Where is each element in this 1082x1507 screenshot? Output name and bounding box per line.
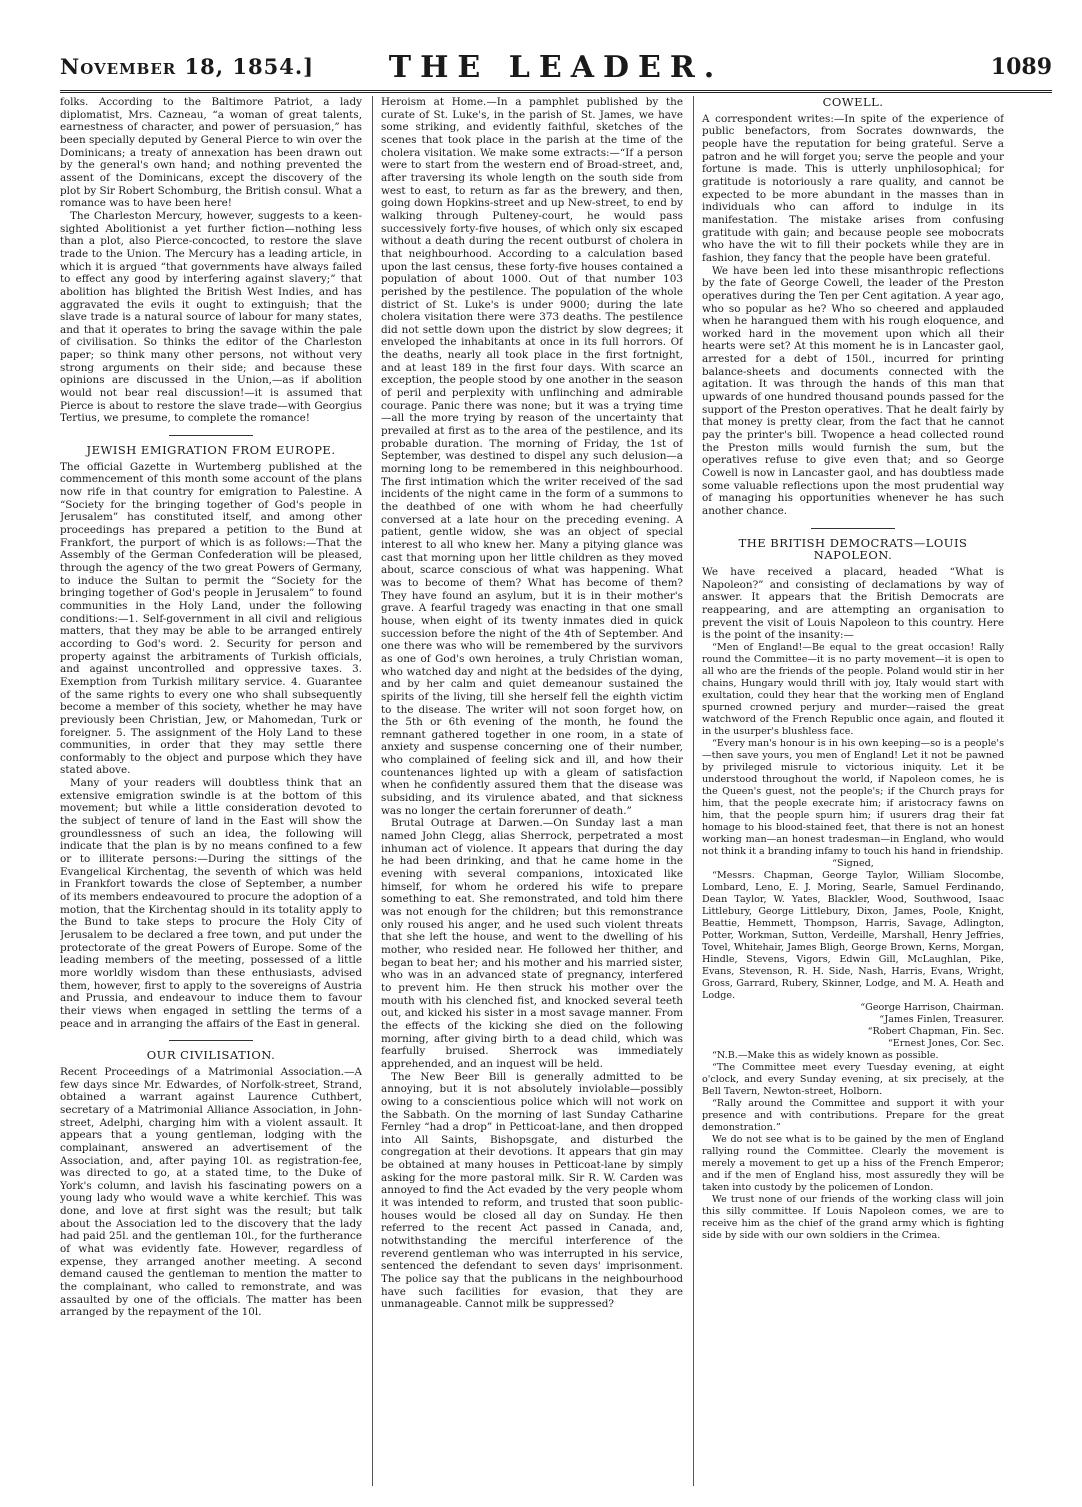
signatory: “Ernest Jones, Cor. Sec. <box>887 1037 1004 1049</box>
article-paragraph: The New Beer Bill is generally admitted to be annoying, but it is not absolutely inviolable—possibly owing to a conscientious police which will not work on the Sabbath. On the morning of last Sunday Catharine Fernley “had a drop” in Petticoat-lane, and then dropped into All Saints, Bishopsgate, and disturbed the congregation at their devotions. It appears that gin may be obtained at many houses in Petticoat-lane by simply asking for the more pastoral milk. Sir R. W. Carden was annoyed to find the Act evaded by the very people whom it was intended to reform, and trusted that soon public-houses would be closed all day on Sunday. He then referred to the recent Act passed in Canada, and, notwithstanding the merciful interference of the reverend gentleman who was interrupted in his service, sentenced the defendant to seven days' imprisonment. The police say that the publicans in the neighbourhood have such facilities for evasion, that they are unmanageable. Cannot milk be suppressed? <box>381 1070 683 1311</box>
article-paragraph: The official Gazette in Wurtemberg published at the commencement of this month some account of the plans now rife in that country for emigration to Palestine. A “Society for the bringing together of God's people in Jerusalem” has constituted itself, and among other proceedings has prepared a petition to the Bund at Frankfort, the purport of which is as follows:—That the Assembly of the German Confederation will be pleased, through the agency of the two great Powers of Germany, to induce the Sultan to permit the “Society for the bringing together of God's people in Jerusalem” to found communities in the Holy Land, under the following conditions:—1. Self-government in all civil and religious matters, that they may be able to be arranged entirely according to God's word. 2. Security for person and property against the arbitraments of Turkish officials, and against uncontrolled and oppressive taxes. 3. Exemption from Turkish military service. 4. Guarantee of the same rights to every one who shall subsequently become a member of this society, whether he may have previously been Christian, Jew, or Mahomedan, Turk or foreigner. 5. The assignment of the Holy Land to these communities, in order that they may settle there conformably to the object and purpose which they have stated above. <box>60 460 362 777</box>
article-paragraph: We trust none of our friends of the working class will join this silly committee. If Louis Napoleon comes, we are to receive him as the chief of the grand army which is fighting side by side with our own soldiers in the Crimea. <box>702 1193 1004 1241</box>
article-paragraph: A correspondent writes:—In spite of the experience of public benefactors, from Socrates downwards, the people have the reputation for being grateful. Serve a patron and he will forget you; serve the people and your fortune is made. This is utterly unphilosophical; for gratitude is notoriously a rare quality, and cannot be expected to be more abundant in the masses than in individuals who can afford to indulge in its manifestation. The mistake arises from confusing gratitude with gain; and because people see mobocrats who have the wit to fill their pockets while they are in fashion, they fancy that the people have been grateful. <box>702 112 1004 264</box>
column-divider <box>693 96 694 1486</box>
article-paragraph: The Charleston Mercury, however, suggests to a keen-sighted Abolitionist a yet further fiction—nothing less than a plot, also Pierce-concocted, to restore the slave trade to the Union. The Mercury has a leading article, in which it is argued “that governments have always failed to effect any good by interfering against slavery;” that abolition has blighted the British West Indies, and has aggravated the evils it ought to extinguish; that the slave trade is a natural source of labour for many states, and that it operates to bring the savage within the pale of civilisation. So thinks the editor of the Charleston paper; so think many other persons, not without very strong arguments on their side; and because these opinions are discussed in the Union,—as if abolition would not bear real discussion!—it is assumed that Pierce is about to restore the slave trade—with Georgius Tertius, we presume, to complete the romance! <box>60 209 362 425</box>
signatory-list: “Messrs. Chapman, George Taylor, William Slocombe, Lombard, Leno, E. J. Moring, Searle, Samuel Ferdinando, Dean Taylor, W. Yates, Blackler, Wood, Southwood, Isaac Littlebury, George Littlebury, Dixon, James, Poole, Knight, Beattie, Hemmett, Thompson, Harris, Savage, Adlington, Potter, Workman, Sutton, Verdeille, Marshall, Henry Jeffries, Tovel, Whitehair, James Bligh, George Brown, Kerns, Morgan, Hindle, Stevens, Vigors, Edwin Gill, McLaughlan, Pike, Evans, Stevenson, R. H. Side, Nash, Harris, Evans, Wright, Gross, Garrard, Rubery, Skinner, Lodge, and M. A. Heath and Lodge. <box>702 869 1004 1001</box>
article-paragraph: Recent Proceedings of a Matrimonial Association.—A few days since Mr. Edwardes, of Norfolk-street, Strand, obtained a warrant against Laurence Cuthbert, secretary of a Matrimonial Alliance Association, in John-street, Adelphi, charging him with a violent assault. It appears that a young gentleman, lodging with the complainant, answered an advertisement of the Association, and, after paying 10l. as registration-fee, was directed to go, at a stated time, to the Duke of York's column, and lavish his fascinating powers on a young lady who would wave a white kerchief. This was done, and love at first sight was the result; but talk about the Association led to the discovery that the lady had paid 25l. and the gentleman 10l., for the furtherance of what was evidently fate. However, regardless of expense, they arranged another meeting. A second demand caused the gentleman to mention the matter to the complainant, who called to remonstrate, and was assaulted by one of the officials. The matter has been arranged by the repayment of the 10l. <box>60 1065 362 1319</box>
quoted-placard: “Rally around the Committee and support it with your presence and with contributions. Prepare for the great demonstration.” <box>702 1097 1004 1133</box>
header-rule <box>60 90 1052 93</box>
issue-date: November 18, 1854.] <box>60 54 315 79</box>
newspaper-title: THE LEADER. <box>388 50 724 85</box>
signatory: “George Harrison, Chairman. <box>860 1001 1004 1013</box>
quoted-placard: “Every man's honour is in his own keeping—so is a people's—then save yours, you men of England! Let it not be pawned by privileged misrule to victorious iniquity. Let it be understood throughout the world, if Napoleon comes, he is the Queen's guest, not the people's; if the Church prays for him, that the people execrate him; if aristocracy fawns on him, that the people spurn him; if usurers drag their fat homage to his blood-stained feet, that there is not an honest working man—an honest tradesman—in England, who would not think it a branding infamy to touch his hand in friendship. <box>702 737 1004 857</box>
section-heading-british-democrats: THE BRITISH DEMOCRATS—LOUIS NAPOLEON. <box>738 535 968 563</box>
section-rule <box>169 1040 253 1041</box>
column-divider <box>372 96 373 1486</box>
article-paragraph: We do not see what is to be gained by the men of England rallying round the Committee. Clearly the movement is merely a movement to get up a hiss of the French Emperor; and if the men of England hiss, most assuredly they will be taken into custody by the policemen of London. <box>702 1133 1004 1193</box>
column-2 <box>381 96 683 1311</box>
page-number: 1089 <box>990 54 1052 80</box>
article-paragraph: folks. According to the Baltimore Patriot, a lady diplomatist, Mrs. Cazneau, “a woman of great talents, earnestness of character, and power of persuasion,” has been specially deputed by General Pierce to win over the Dominicans; a treaty of annexation has been drawn out by the general's own hand; and nothing prevented the assent of the Dominicans, except the discovery of the plot by Sir Robert Schomburg, the British consul. What a romance was to have been here! <box>60 96 362 210</box>
section-rule <box>811 528 895 529</box>
signed-label: “Signed, <box>832 857 874 869</box>
masthead <box>60 50 1052 86</box>
column-3 <box>702 96 1004 1242</box>
section-rule <box>169 435 253 436</box>
article-paragraph: Heroism at Home.—In a pamphlet published by the curate of St. Luke's, in the parish of St. James, we have some striking, and evidently faithful, sketches of the scenes that took place in the parish at the time of the cholera visitation. We make some extracts:—“If a person were to start from the western end of Broad-street, and, after traversing its whole length on the south side from west to east, to return as far as the brewery, and then, going down Hopkins-street and up New-street, to end by walking through Pulteney-court, he would pass successively forty-five houses, of which only six escaped without a death during the recent outburst of cholera in that neighbourhood. According to a calculation based upon the last census, these forty-five houses contained a population of about 1000. Out of that number 103 perished by the pestilence. The population of the whole district of St. Luke's is under 9000; during the late cholera visitation there were 373 deaths. The pestilence did not settle down upon the district by slow degrees; it enveloped the inhabitants at once in its full horrors. Of the deaths, nearly all took place in the first fortnight, and at least 189 in the first four days. With scarce an exception, the people stood by one another in the season of peril and perplexity with unflinching and admirable courage. Panic there was none; but it was a trying time—all the more trying by reason of the uncertainty that prevailed at first as to the area of the pestilence, and its probable duration. The morning of Friday, the 1st of September, was destined to dispel any such delusion—a morning long to be remembered in this neighbourhood. The first intimation which the writer received of the sad incidents of the night came in the form of a summons to the deathbed of one with whom he had cheerfully conversed at a late hour on the preceding evening. A patient, gentle widow, she was an object of special interest to all who knew her. Many a pitying glance was cast that morning upon her little children as they moved about, scarce conscious of what was happening. What was to become of them? What has become of them? They have found an asylum, but it is in their mother's grave. A fearful tragedy was enacting in that one small house, when eight of its twenty inmates died in quick succession before the night of the 4th of September. And one there was who will be remembered by the survivors as one of God's own heroines, a truly Christian woman, who watched day and night at the bedsides of the dying, and by her calm and quiet demeanour sustained the spirits of the living, till she herself fell the eighth victim to the disease. The writer will not soon forget how, on the 5th or 6th evening of the month, he found the remnant gathered together in one room, in a state of anxiety and suspense concerning one of their number, who complained of feeling sick and ill, and how their countenances lighted up with a gleam of satisfaction when he confidently assured them that the disease was subsiding, and its virulence abated, and that sickness was no longer the certain forerunner of death.” <box>381 96 683 817</box>
article-paragraph: Brutal Outrage at Darwen.—On Sunday last a man named John Clegg, alias Sherrock, perpetrated a most inhuman act of violence. It appears that during the day he had been drinking, and that he came home in the evening with several companions, intoxicated like himself, for whom he ordered his wife to prepare something to eat. She remonstrated, and told him there was not enough for the children; but this remonstrance only roused his anger, and he used such violent threats that she left the house, and went to the dwelling of his mother, who resided near. He followed her thither, and began to beat her; and his mother and his married sister, who was in an advanced state of pregnancy, interfered to prevent him. He then struck his mother over the mouth with his clenched fist, and knocked several teeth out, and kicked his sister in a most savage manner. From the effects of the kicking she died on the following morning, after giving birth to a dead child, which was fearfully bruised. Sherrock was immediately apprehended, and an inquest will be held. <box>381 817 683 1070</box>
article-paragraph: We have been led into these misanthropic reflections by the fate of George Cowell, the leader of the Preston operatives during the Ten per Cent agitation. A year ago, who so popular as he? Who so cheered and applauded when he harangued them with his rough eloquence, and worked hard in the movement upon which all their hearts were set? At this moment he is in Lancaster gaol, arrested for a debt of 150l., incurred for printing balance-sheets and documents connected with the agitation. It was through the hands of this man that upwards of one hundred thousand pounds passed for the support of the Preston operatives. That he dealt fairly by that money is pretty clear, from the fact that he cannot pay the printer's bill. Twopence a head collected round the Preston mills would furnish the sum, but the operatives refuse to give even that; and so George Cowell is now in Lancaster gaol, and has doubtless made some valuable reflections upon the most prudential way of managing his opportunities whenever he has such another chance. <box>702 264 1004 517</box>
section-heading-our-civilisation: OUR CIVILISATION. <box>146 1048 276 1063</box>
signatory: “Robert Chapman, Fin. Sec. <box>867 1025 1004 1037</box>
section-heading-cowell: COWELL. <box>822 96 884 109</box>
quoted-placard: “The Committee meet every Tuesday evening, at eight o'clock, and every Sunday evening, at six precisely, at the Bell Tavern, Newton-street, Holborn. <box>702 1061 1004 1097</box>
quoted-placard: “N.B.—Make this as widely known as possible. <box>712 1049 939 1061</box>
article-paragraph: Many of your readers will doubtless think that an extensive emigration swindle is at the bottom of this movement; but while a little consideration devoted to the subject of tenure of land in the East will show the groundlessness of such an idea, the following will indicate that the plan is by no means confined to a few or to illiterate persons:—During the sittings of the Evangelical Kirchentag, the seventh of which was held in Frankfort towards the close of September, a number of its members endeavoured to procure the adoption of a motion, that the Kirchentag should in its totality apply to the Bund to take steps to procure the Holy City of Jerusalem to be declared a free town, and put under the protectorate of the great Powers of Europe. Some of the leading members of the meeting, possessed of a little more worldly wisdom than these enthusiasts, advised them, however, first to apply to the sovereigns of Austria and Prussia, and endeavour to induce them to favour their views when engaged in settling the terms of a peace and in arranging the affairs of the East in general. <box>60 777 362 1030</box>
column-1 <box>60 96 362 1319</box>
quoted-placard: “Men of England!—Be equal to the great occasion! Rally round the Committee—it is no party movement—it is open to all who are the friends of the people. Poland would stir in her chains, Hungary would thrill with joy, Italy would start with exultation, could they hear that the working men of England spurned crowned perjury and murder—raised the great watchword of the French Republic once again, and flouted it in the usurper's blushless face. <box>702 641 1004 737</box>
article-paragraph: We have received a placard, headed “What is Napoleon?” and consisting of declamations by way of answer. It appears that the British Democrats are reappearing, and are attempting an organisation to prevent the visit of Louis Napoleon to this country. Here is the point of the insanity:— <box>702 565 1004 642</box>
signatory: “James Finlen, Treasurer. <box>879 1013 1004 1025</box>
section-heading-jewish-emigration: JEWISH EMIGRATION FROM EUROPE. <box>86 443 336 458</box>
